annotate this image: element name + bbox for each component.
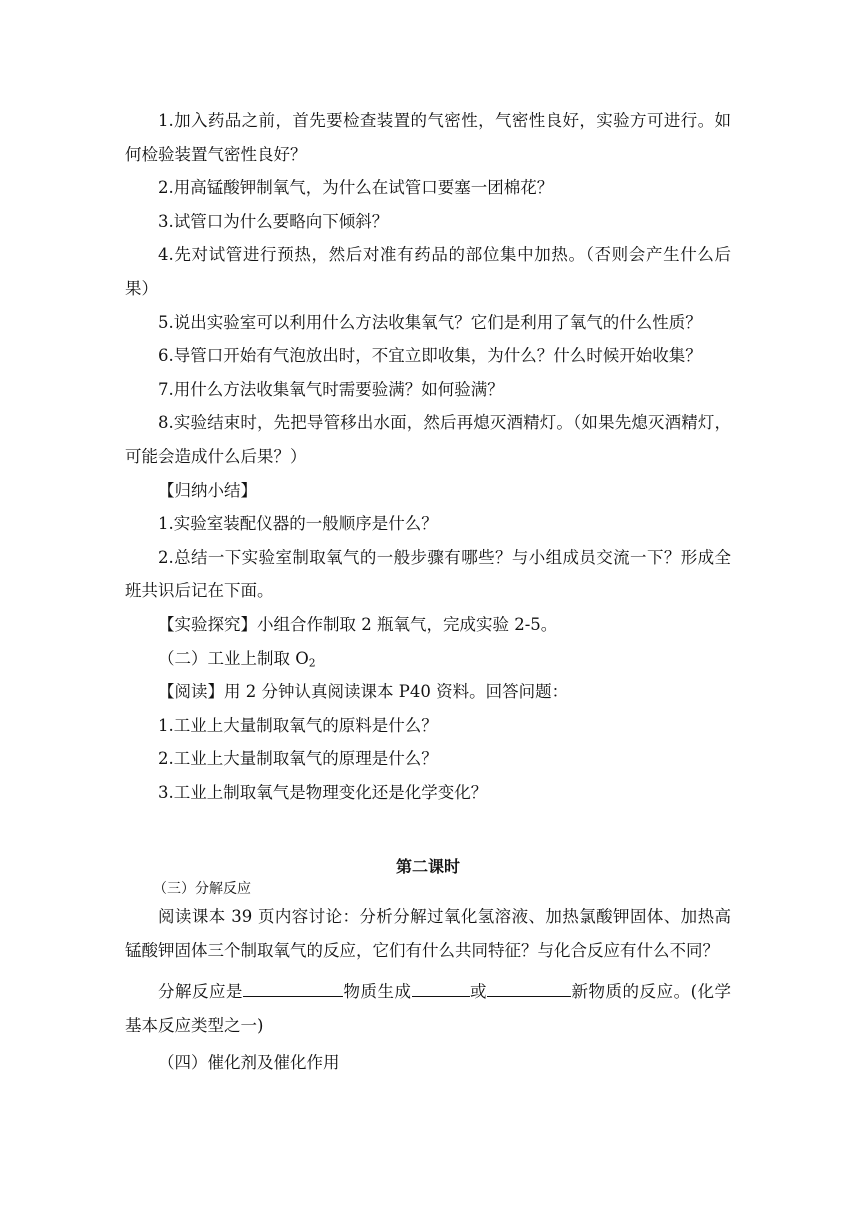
industrial-title-subscript: 2 [308, 656, 316, 670]
definition-part2: 物质生成 [343, 982, 412, 1002]
industrial-title-text: （二）工业上制取 O [158, 648, 309, 668]
definition-part4: 新物质的反应。(化学基本反应类型之一) [125, 982, 732, 1035]
lesson2-title: 第二课时 [395, 857, 460, 876]
catalyst-title: （四）催化剂及催化作用 [158, 1053, 340, 1073]
industrial-question-2: 2.工业上大量制取氧气的原理是什么？ [158, 749, 438, 769]
lesson2-section [125, 856, 731, 1080]
blank-3[interactable] [487, 979, 571, 997]
question-5: 5.说出实验室可以利用什么方法收集氧气？它们是利用了氧气的什么性质？ [158, 312, 702, 332]
summary-item-1: 1.实验室装配仪器的一般顺序是什么？ [158, 514, 438, 534]
definition-part1: 分解反应是 [158, 982, 244, 1002]
question-2: 2.用高锰酸钾制氧气，为什么在试管口要塞一团棉花？ [158, 178, 554, 198]
question-8: 8.实验结束时，先把导管移出水面，然后再熄灭酒精灯。（如果先熄灭酒精灯，可能会造成什么后果？） [125, 413, 731, 466]
industrial-question-1: 1.工业上大量制取氧气的原料是什么？ [158, 715, 438, 735]
industrial-question-3: 3.工业上制取氧气是物理变化还是化学变化？ [158, 782, 488, 802]
definition-line [125, 975, 731, 1042]
experiment-line: 【实验探究】小组合作制取 2 瓶氧气，完成实验 2-5。 [158, 614, 558, 634]
question-6: 6.导管口开始有气泡放出时，不宜立即收集，为什么？什么时候开始收集？ [158, 346, 702, 366]
decomp-title: （三）分解反应 [153, 881, 251, 897]
blank-1[interactable] [243, 979, 343, 997]
reading-line: 【阅读】用 2 分钟认真阅读课本 P40 资料。回答问题： [158, 682, 569, 702]
question-4: 4.先对试管进行预热，然后对准有药品的部位集中加热。（否则会产生什么后果） [125, 245, 731, 298]
question-3: 3.试管口为什么要略向下倾斜？ [158, 211, 389, 231]
decomp-discussion: 阅读课本 39 页内容讨论：分析分解过氧化氢溶液、加热氯酸钾固体、加热高锰酸钾固体三个制取氧气的反应，它们有什么共同特征？与化合反应有什么不同？ [125, 907, 731, 960]
industrial-title [125, 642, 731, 676]
question-7: 7.用什么方法收集氧气时需要验满？如何验满？ [158, 379, 504, 399]
summary-title: 【归纳小结】 [158, 480, 257, 500]
question-1: 1.加入药品之前，首先要检查装置的气密性，气密性良好，实验方可进行。如何检验装置气密性良好？ [125, 111, 731, 164]
summary-item-2: 2.总结一下实验室制取氧气的一般步骤有哪些？与小组成员交流一下？形成全班共识后记在下面。 [125, 547, 731, 601]
blank-2[interactable] [412, 979, 470, 997]
definition-part3: 或 [469, 982, 488, 1002]
questions-section [125, 104, 731, 809]
